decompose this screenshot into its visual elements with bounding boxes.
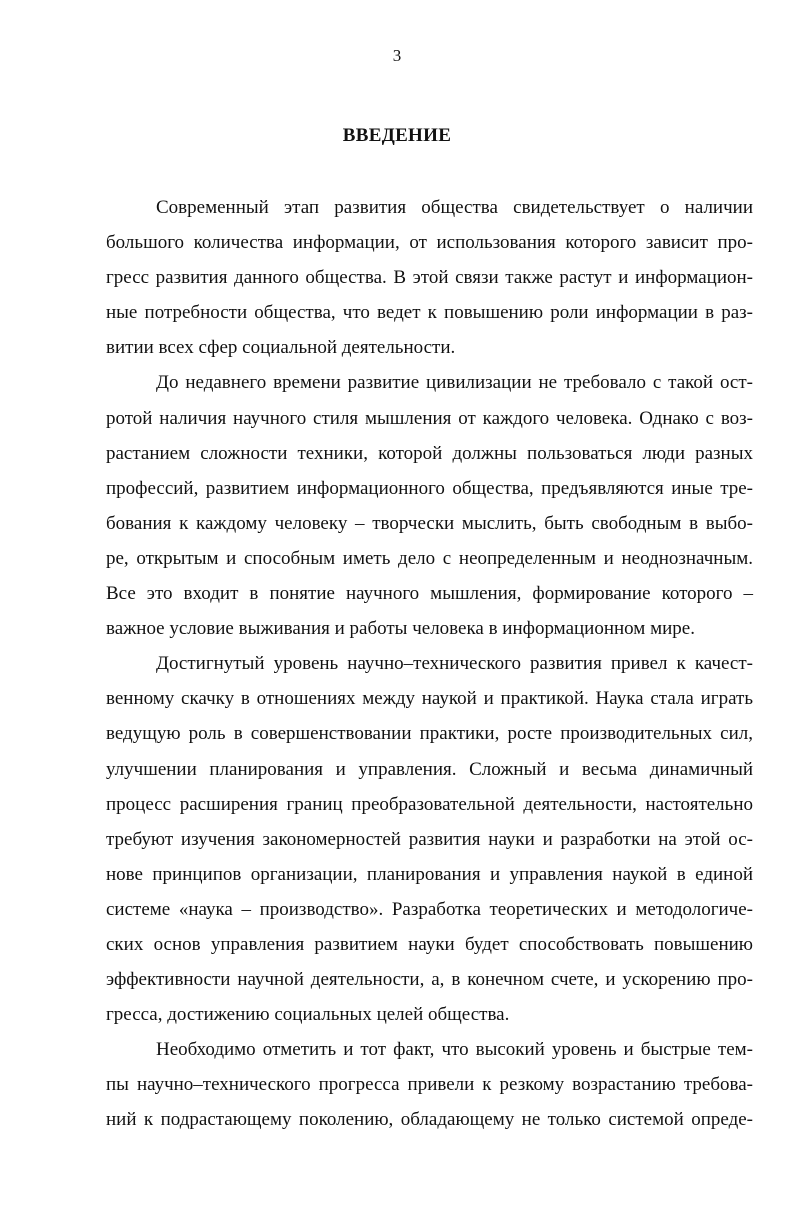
text-line: большого количества информации, от использования которого зависит про- [106,232,753,254]
text-line: бования к каждому человеку – творчески мыслить, быть свободным в выбо- [106,512,753,534]
text-line: процесс расширения границ преобразовательной деятельности, настоятельно [106,793,753,815]
text-line: ные потребности общества, что ведет к повышению роли информации в раз- [106,302,753,324]
text-line: ре, открытым и способным иметь дело с неопределенным и неоднозначным. [106,547,753,569]
text-line: Необходимо отметить и тот факт, что высокий уровень и быстрые тем- [156,1039,753,1061]
text-line: До недавнего времени развитие цивилизации не требовало с такой ост- [156,372,753,394]
text-line: гресс развития данного общества. В этой связи также растут и информацион- [106,267,753,289]
text-line: витии всех сфер социальной деятельности. [106,337,456,359]
text-line: ведущую роль в совершенствовании практики, росте производительных сил, [106,723,753,745]
text-line: растанием сложности техники, которой должны пользоваться люди разных [106,442,753,464]
text-line: ротой наличия научного стиля мышления от каждого человека. Однако с воз- [106,407,753,429]
paragraph-4 [106,1032,753,1137]
text-line: эффективности научной деятельности, а, в конечном счете, и ускорению про- [106,969,753,991]
paragraph-2 [106,365,753,646]
text-line: улучшении планирования и управления. Сложный и весьма динамичный [106,758,753,780]
text-line: ских основ управления развитием науки будет способствовать повышению [106,933,753,955]
paragraph-3 [106,646,753,1032]
text-line: гресса, достижению социальных целей общества. [106,1004,510,1026]
text-line: важное условие выживания и работы человека в информационном мире. [106,618,695,640]
text-line: Достигнутый уровень научно–технического развития привел к качест- [156,653,753,675]
body-text [106,190,753,1138]
text-line: венному скачку в отношениях между наукой и практикой. Наука стала играть [106,688,753,710]
text-line: профессий, развитием информационного общества, предъявляются иные тре- [106,477,753,499]
text-line: требуют изучения закономерностей развития науки и разработки на этой ос- [106,828,753,850]
text-line: ний к подрастающему поколению, обладающему не только системой опреде- [106,1109,753,1131]
text-line: Все это входит в понятие научного мышления, формирование которого – [106,583,753,605]
paragraph-1 [106,190,753,365]
text-line: системе «наука – производство». Разработка теоретических и методологиче- [106,898,753,920]
page-title: ВВЕДЕНИЕ [342,125,452,146]
text-line: пы научно–технического прогресса привели к резкому возрастанию требова- [106,1074,753,1096]
text-line: нове принципов организации, планирования и управления наукой в единой [106,863,753,885]
text-line: Современный этап развития общества свидетельствует о наличии [156,197,753,218]
page-number: 3 [392,46,402,65]
